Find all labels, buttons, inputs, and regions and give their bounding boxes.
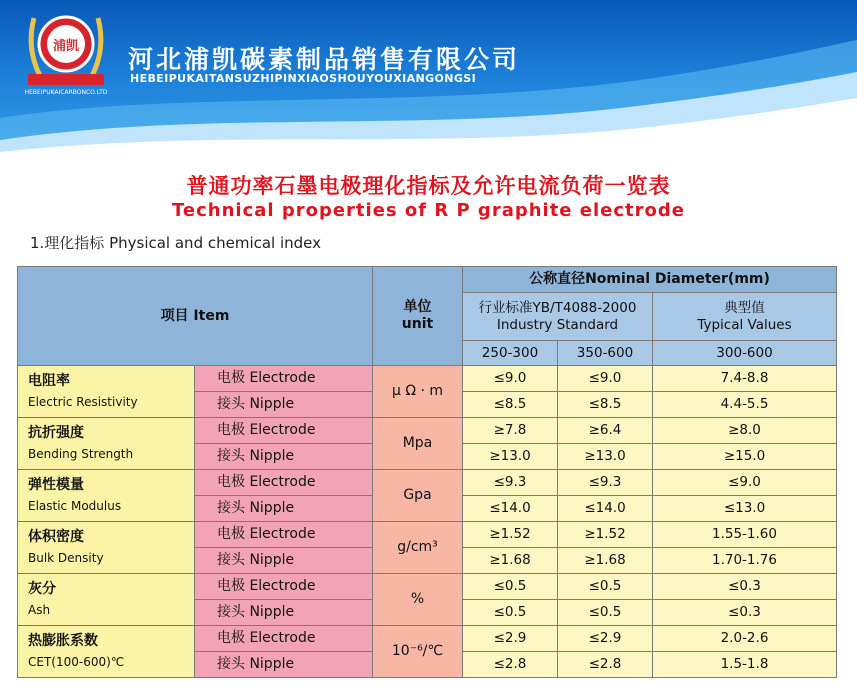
- value-cell: ≤8.5: [463, 392, 558, 418]
- property-name-cell: [18, 574, 195, 626]
- property-name-cn: 灰分: [28, 581, 56, 598]
- value-cell: ≥1.52: [558, 522, 653, 548]
- section-label: 1.理化指标 Physical and chemical index: [30, 234, 322, 252]
- value-cell: 7.4-8.8: [653, 366, 837, 392]
- company-name-en: HEBEIPUKAITANSUZHIPINXIAOSHOUYOUXIANGONGSI: [130, 72, 477, 85]
- part-label-electrode: 电极 Electrode: [195, 418, 373, 444]
- part-label-electrode: 电极 Electrode: [195, 522, 373, 548]
- value-cell: ≤0.5: [463, 574, 558, 600]
- svg-text:HEBEIPUKAICARBONCO.LTD: HEBEIPUKAICARBONCO.LTD: [24, 89, 108, 96]
- unit-cell: μ Ω · m: [373, 366, 463, 418]
- properties-table: [17, 266, 837, 678]
- value-cell: ≤2.9: [558, 626, 653, 652]
- range-header: 250-300: [463, 341, 558, 366]
- unit-cell: 10⁻⁶/℃: [373, 626, 463, 678]
- range-header: 350-600: [558, 341, 653, 366]
- part-label-electrode: 电极 Electrode: [195, 470, 373, 496]
- value-cell: ≤9.3: [558, 470, 653, 496]
- part-label-electrode: 电极 Electrode: [195, 626, 373, 652]
- value-cell: ≤9.0: [558, 366, 653, 392]
- property-name-cn: 抗折强度: [28, 425, 84, 442]
- table-row: [18, 522, 837, 548]
- property-name-cell: [18, 366, 195, 418]
- value-cell: ≤13.0: [653, 496, 837, 522]
- value-cell: ≤0.5: [463, 600, 558, 626]
- value-cell: 2.0-2.6: [653, 626, 837, 652]
- part-label-nipple: 接头 Nipple: [195, 496, 373, 522]
- property-name-en: Bending Strength: [28, 447, 134, 462]
- value-cell: ≤0.5: [558, 574, 653, 600]
- banner-header: [0, 0, 857, 165]
- item-header: 项目 Item: [18, 267, 373, 366]
- svg-text:浦凯: 浦凯: [52, 39, 80, 54]
- typical-values-header: 典型值 Typical Values: [653, 293, 837, 341]
- value-cell: ≤14.0: [558, 496, 653, 522]
- value-cell: ≤9.3: [463, 470, 558, 496]
- part-label-nipple: 接头 Nipple: [195, 548, 373, 574]
- property-name-cn: 热膨胀系数: [28, 633, 98, 650]
- page-title-cn: 普通功率石墨电极理化指标及允许电流负荷一览表: [186, 174, 671, 198]
- value-cell: ≤14.0: [463, 496, 558, 522]
- property-name-cell: [18, 418, 195, 470]
- value-cell: ≥1.68: [463, 548, 558, 574]
- industry-standard-header: 行业标准YB/T4088-2000 Industry Standard: [463, 293, 653, 341]
- value-cell: ≤0.3: [653, 574, 837, 600]
- property-name-en: Elastic Modulus: [28, 499, 122, 514]
- property-name-cell: [18, 522, 195, 574]
- range-header: 300-600: [653, 341, 837, 366]
- property-name-cell: [18, 626, 195, 678]
- company-logo: [14, 8, 118, 100]
- table-row: [18, 366, 837, 392]
- table-row: [18, 418, 837, 444]
- value-cell: 1.5-1.8: [653, 652, 837, 678]
- value-cell: ≤0.3: [653, 600, 837, 626]
- value-cell: ≤9.0: [463, 366, 558, 392]
- property-name-en: Ash: [28, 603, 51, 618]
- value-cell: ≥15.0: [653, 444, 837, 470]
- part-label-nipple: 接头 Nipple: [195, 444, 373, 470]
- table-row: [18, 574, 837, 600]
- part-label-electrode: 电极 Electrode: [195, 366, 373, 392]
- value-cell: ≥8.0: [653, 418, 837, 444]
- value-cell: ≥1.68: [558, 548, 653, 574]
- value-cell: ≤2.8: [558, 652, 653, 678]
- unit-cell: Mpa: [373, 418, 463, 470]
- unit-cell: g/cm³: [373, 522, 463, 574]
- value-cell: ≤0.5: [558, 600, 653, 626]
- unit-header: 单位 unit: [373, 267, 463, 366]
- value-cell: ≥13.0: [558, 444, 653, 470]
- part-label-nipple: 接头 Nipple: [195, 652, 373, 678]
- part-label-nipple: 接头 Nipple: [195, 600, 373, 626]
- value-cell: ≤8.5: [558, 392, 653, 418]
- value-cell: 1.70-1.76: [653, 548, 837, 574]
- property-name-en: Bulk Density: [28, 551, 104, 566]
- value-cell: ≥1.52: [463, 522, 558, 548]
- value-cell: ≤9.0: [653, 470, 837, 496]
- value-cell: ≥7.8: [463, 418, 558, 444]
- part-label-electrode: 电极 Electrode: [195, 574, 373, 600]
- unit-cell: %: [373, 574, 463, 626]
- table-row: [18, 470, 837, 496]
- table-row: [18, 626, 837, 652]
- page-title-en: Technical properties of R P graphite electrode: [172, 200, 685, 221]
- property-name-cell: [18, 470, 195, 522]
- property-name-cn: 弹性模量: [28, 477, 84, 494]
- table-body: [18, 366, 837, 678]
- property-name-en: Electric Resistivity: [28, 395, 138, 410]
- property-name-cn: 电阻率: [28, 373, 70, 390]
- value-cell: 4.4-5.5: [653, 392, 837, 418]
- value-cell: ≤2.8: [463, 652, 558, 678]
- property-name-en: CET(100-600)℃: [28, 655, 125, 670]
- company-name-cn: 河北浦凯碳素制品销售有限公司: [128, 45, 521, 74]
- value-cell: ≥13.0: [463, 444, 558, 470]
- property-name-cn: 体积密度: [28, 529, 84, 546]
- part-label-nipple: 接头 Nipple: [195, 392, 373, 418]
- value-cell: 1.55-1.60: [653, 522, 837, 548]
- diameter-header: 公称直径Nominal Diameter(mm): [463, 267, 837, 293]
- value-cell: ≥6.4: [558, 418, 653, 444]
- value-cell: ≤2.9: [463, 626, 558, 652]
- unit-cell: Gpa: [373, 470, 463, 522]
